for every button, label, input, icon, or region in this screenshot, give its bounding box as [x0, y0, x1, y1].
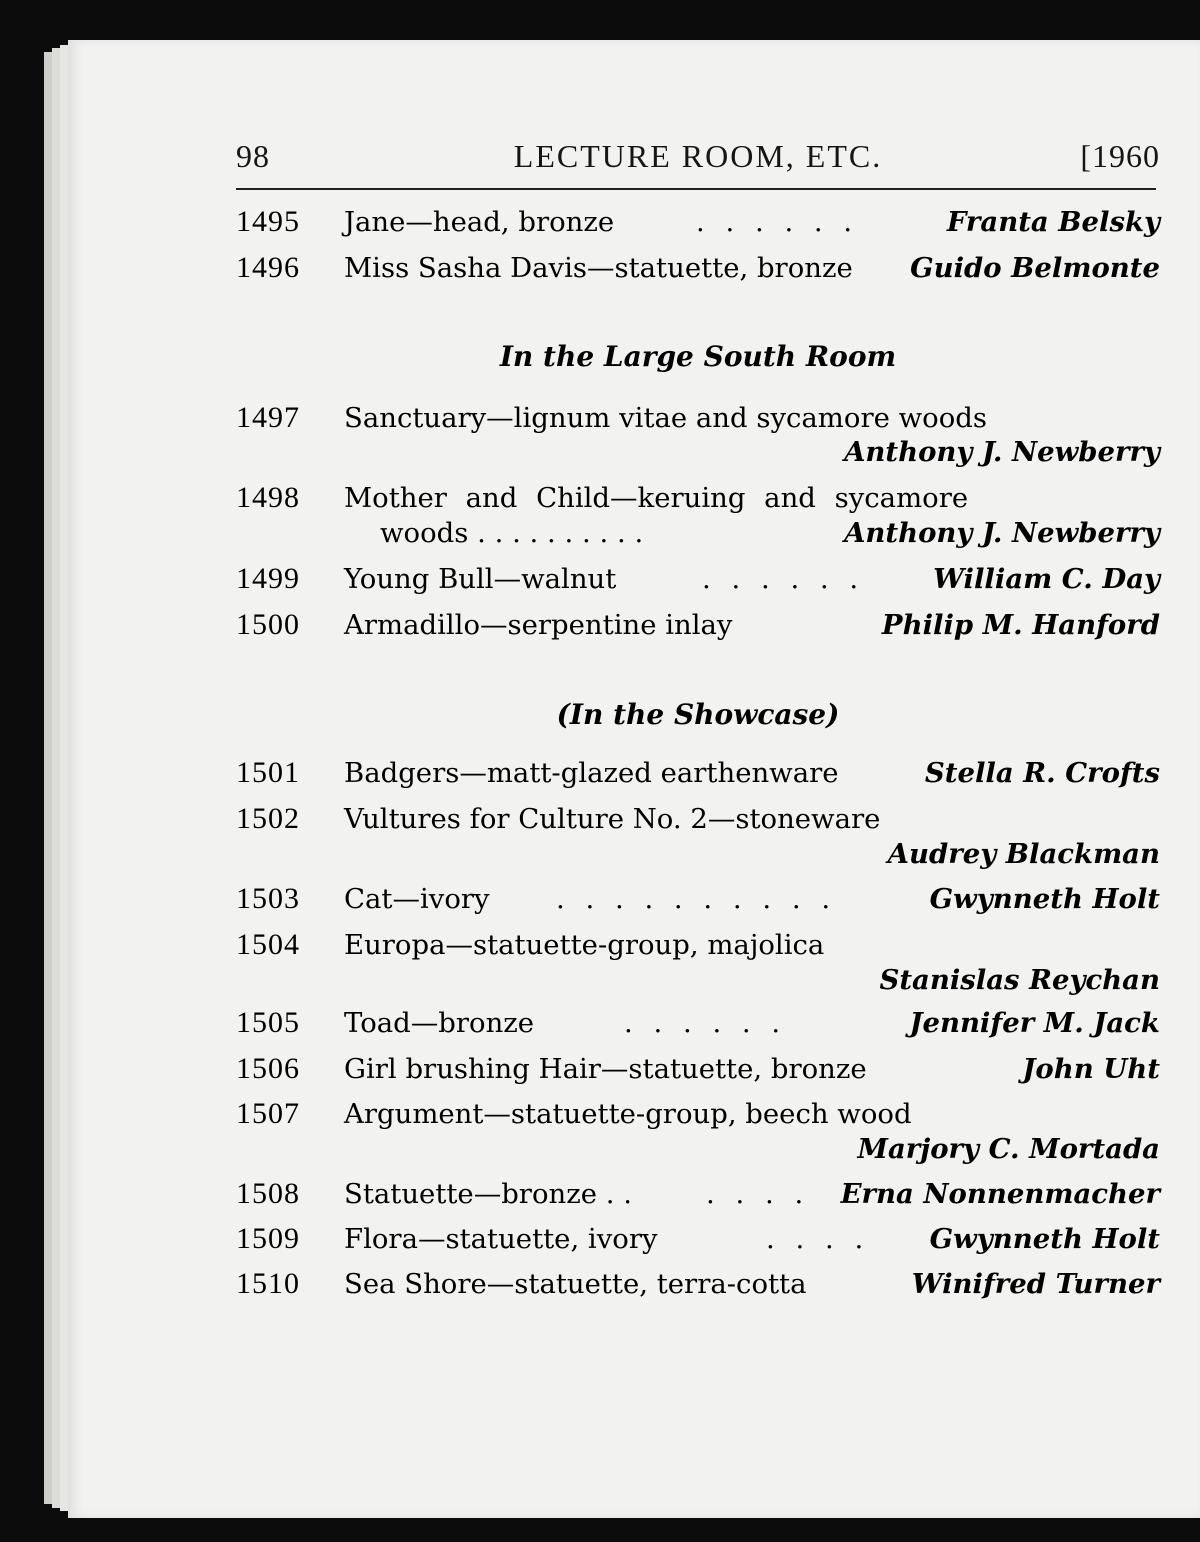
entry-title: Toad—bronze — [344, 1007, 535, 1039]
artist-name: Philip M. Hanford — [881, 609, 1160, 641]
leader-dots: . . . . — [766, 1223, 870, 1255]
catalogue-entry — [236, 1174, 1160, 1214]
entry-title: Cat—ivory — [344, 883, 490, 915]
section-heading: In the Large South Room — [499, 340, 897, 373]
entry-title: Vultures for Culture No. 2—stoneware — [344, 803, 881, 835]
entry-title: Miss Sasha Davis—statuette, bronze — [344, 252, 853, 284]
artist-name: Guido Belmonte — [910, 252, 1160, 284]
catalogue-number: 1500 — [236, 608, 300, 641]
artist-name: Franta Belsky — [946, 206, 1160, 238]
catalogue-number: 1505 — [236, 1006, 300, 1039]
header-year: [1960 — [1080, 138, 1160, 174]
catalogue-number: 1501 — [236, 756, 300, 789]
catalogue-number: 1508 — [236, 1177, 300, 1210]
catalogue-number: 1502 — [236, 802, 300, 835]
entry-title-continuation: woods . . . . . . . . . . — [380, 517, 644, 549]
entry-title: Armadillo—serpentine inlay — [344, 609, 733, 641]
leader-dots: . . . . . . . . . . — [556, 883, 837, 915]
catalogue-entry — [236, 605, 1160, 645]
entry-title: Badgers—matt-glazed earthenware — [344, 757, 839, 789]
artist-name: Gwynneth Holt — [929, 1223, 1160, 1255]
entry-title: Argument—statuette-group, beech wood — [344, 1098, 912, 1130]
catalogue-entry-continuation — [236, 960, 1160, 1000]
catalogue-entry — [236, 202, 1160, 242]
catalogue-number: 1503 — [236, 882, 300, 915]
entry-title: Flora—statuette, ivory — [344, 1223, 658, 1255]
catalogue-entry — [236, 753, 1160, 793]
artist-name: Anthony J. Newberry — [844, 436, 1160, 468]
catalogue-number: 1507 — [236, 1097, 300, 1130]
leader-dots: . . . . . . — [702, 563, 865, 595]
entry-title: Sea Shore—statuette, terra-cotta — [344, 1268, 807, 1300]
catalogue-number: 1506 — [236, 1052, 300, 1085]
entry-title: Jane—head, bronze — [344, 206, 615, 238]
artist-name: Winifred Turner — [911, 1268, 1160, 1300]
entry-title: Statuette—bronze . . — [344, 1178, 632, 1210]
artist-name: John Uht — [1022, 1053, 1160, 1085]
leader-dots: . . . . . . — [624, 1007, 787, 1039]
catalogue-entry — [236, 1219, 1160, 1259]
section-heading: (In the Showcase) — [556, 698, 840, 731]
catalogue-entry-continuation — [236, 834, 1160, 874]
catalogue-entry — [236, 559, 1160, 599]
book-page — [68, 40, 1200, 1518]
catalogue-number: 1499 — [236, 562, 300, 595]
artist-name: Jennifer M. Jack — [909, 1007, 1160, 1039]
catalogue-entry — [236, 1094, 1160, 1134]
artist-name: Marjory C. Mortada — [857, 1133, 1160, 1165]
artist-name: Anthony J. Newberry — [844, 517, 1160, 549]
catalogue-entry — [236, 1264, 1160, 1304]
catalogue-entry — [236, 925, 1160, 965]
catalogue-entry-continuation — [236, 1129, 1160, 1169]
catalogue-entry — [236, 478, 1160, 518]
header-rule — [236, 188, 1156, 190]
catalogue-number: 1497 — [236, 401, 300, 434]
catalogue-number: 1495 — [236, 205, 300, 238]
catalogue-entry — [236, 799, 1160, 839]
entry-title: Young Bull—walnut — [344, 563, 617, 595]
catalogue-entry — [236, 879, 1160, 919]
entry-title: Sanctuary—lignum vitae and sycamore woods — [344, 402, 987, 434]
catalogue-entry — [236, 1049, 1160, 1089]
entry-title: Mother and Child—keruing and sycamore — [344, 482, 969, 514]
catalogue-number: 1504 — [236, 928, 300, 961]
catalogue-number: 1498 — [236, 481, 300, 514]
artist-name: Stanislas Reychan — [879, 964, 1160, 996]
leader-dots: . . . . — [706, 1178, 810, 1210]
catalogue-entry — [236, 248, 1160, 288]
entry-title: Girl brushing Hair—statuette, bronze — [344, 1053, 867, 1085]
catalogue-entry-continuation — [236, 432, 1160, 472]
artist-name: Audrey Blackman — [887, 838, 1160, 870]
catalogue-entry-continuation — [236, 513, 1160, 553]
artist-name: William C. Day — [933, 563, 1160, 595]
catalogue-number: 1510 — [236, 1267, 300, 1300]
artist-name: Stella R. Crofts — [924, 757, 1160, 789]
running-header — [236, 138, 1160, 182]
catalogue-number: 1496 — [236, 251, 300, 284]
catalogue-number: 1509 — [236, 1222, 300, 1255]
entry-title: Europa—statuette-group, majolica — [344, 929, 825, 961]
page-number: 98 — [236, 138, 270, 174]
leader-dots: . . . . . . — [696, 206, 859, 238]
running-title: LECTURE ROOM, ETC. — [513, 138, 883, 174]
artist-name: Gwynneth Holt — [929, 883, 1160, 915]
artist-name: Erna Nonnenmacher — [840, 1178, 1160, 1210]
catalogue-entry — [236, 1003, 1160, 1043]
